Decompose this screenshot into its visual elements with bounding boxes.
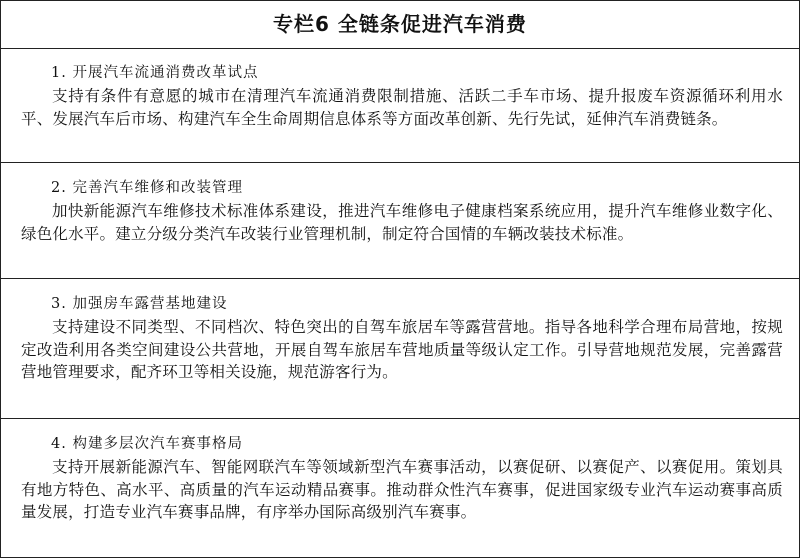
- section-body: 加快新能源汽车维修技术标准体系建设，推进汽车维修电子健康档案系统应用，提升汽车维修业数字化、绿色化水平。建立分级分类汽车改装行业管理机制，制定符合国情的车辆改装技术标准。: [21, 202, 783, 243]
- section-body: 支持开展新能源汽车、智能网联汽车等领域新型汽车赛事活动，以赛促研、以赛促产、以赛促用。策划具有地方特色、高水平、高质量的汽车运动精品赛事。推动群众性汽车赛事，促进国家级专业汽车运动赛事高质量发展，打造专业汽车赛事品牌，有序举办国际高级别汽车赛事。: [21, 458, 783, 521]
- section-1: [1, 48, 799, 162]
- section-body: 支持有条件有意愿的城市在清理汽车流通消费限制措施、活跃二手车市场、提升报废车资源循环利用水平、发展汽车后市场、构建汽车全生命周期信息体系等方面改革创新、先行先试，延伸汽车消费链条。: [21, 87, 783, 128]
- section-heading: 2. 完善汽车维修和改装管理: [51, 180, 243, 196]
- section-heading: 1. 开展汽车流通消费改革试点: [51, 65, 259, 81]
- column-title: 专栏6 全链条促进汽车消费: [1, 1, 799, 49]
- section-body: 支持建设不同类型、不同档次、特色突出的自驾车旅居车等露营营地。指导各地科学合理布局营地，按规定改造利用各类空间建设公共营地，开展自驾车旅居车营地质量等级认定工作。引导营地规范发展，完善露营营地管理要求，配齐环卫等相关设施，规范游客行为。: [21, 318, 783, 381]
- section-3: [1, 278, 799, 418]
- section-4: [1, 418, 799, 557]
- section-2: [1, 162, 799, 278]
- section-heading: 3. 加强房车露营基地建设: [51, 296, 228, 312]
- section-heading: 4. 构建多层次汽车赛事格局: [51, 436, 243, 452]
